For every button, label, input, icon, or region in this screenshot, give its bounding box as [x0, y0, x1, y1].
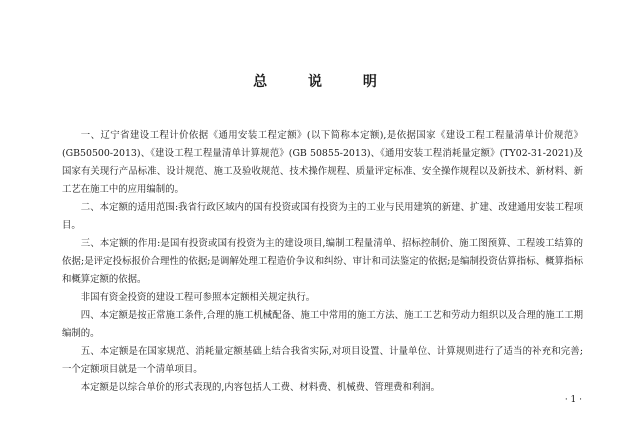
page-title: 总 说 明 — [253, 74, 395, 90]
paragraph-1: 一、辽宁省建设工程计价依据《通用安装工程定额》(以下简称本定额),是依据国家《建设工程工程量清单计价规范》(GB50500-2013)、《建设工程工程量清单计算规范》(GB 50855-2013)、《通用安装工程消耗量定额》(TY02-31-2021)及国家有关现行产品标准、设计规范、施工及验收规范、技术操作规程、质量评定标准、安全操作规程以及新技术、新材料、新工艺在施工中的应用编制的。 — [62, 130, 583, 195]
page-number: · 1 · — [564, 395, 582, 405]
paragraph-7: 本定额是以综合单价的形式表现的,内容包括人工费、材料费、机械费、管理费和利润。 — [80, 382, 441, 393]
paragraph-5: 四、本定额是按正常施工条件,合理的施工机械配备、施工中常用的施工方法、施工工艺和劳动力组织以及合理的施工工期编制的。 — [62, 310, 583, 339]
paragraph-4: 非国有资金投资的建设工程可参照本定额相关规定执行。 — [80, 292, 316, 303]
body-text — [62, 127, 583, 397]
paragraph-2: 二、本定额的适用范围:我省行政区域内的国有投资或国有投资为主的工业与民用建筑的新建、扩建、改建通用安装工程项目。 — [62, 202, 583, 231]
paragraph-6: 五、本定额是在国家规范、消耗量定额基础上结合我省实际,对项目设置、计量单位、计算规则进行了适当的补充和完善;一个定额项目就是一个清单项目。 — [62, 346, 583, 375]
paragraph-3: 三、本定额的作用:是国有投资或国有投资为主的建设项目,编制工程量清单、招标控制价、施工图预算、工程竣工结算的依据;是评定投标报价合理性的依据;是调解处理工程造价争议和纠纷、审计和司法鉴定的依据;是编制投资估算指标、概算指标和概算定额的依据。 — [62, 238, 583, 285]
